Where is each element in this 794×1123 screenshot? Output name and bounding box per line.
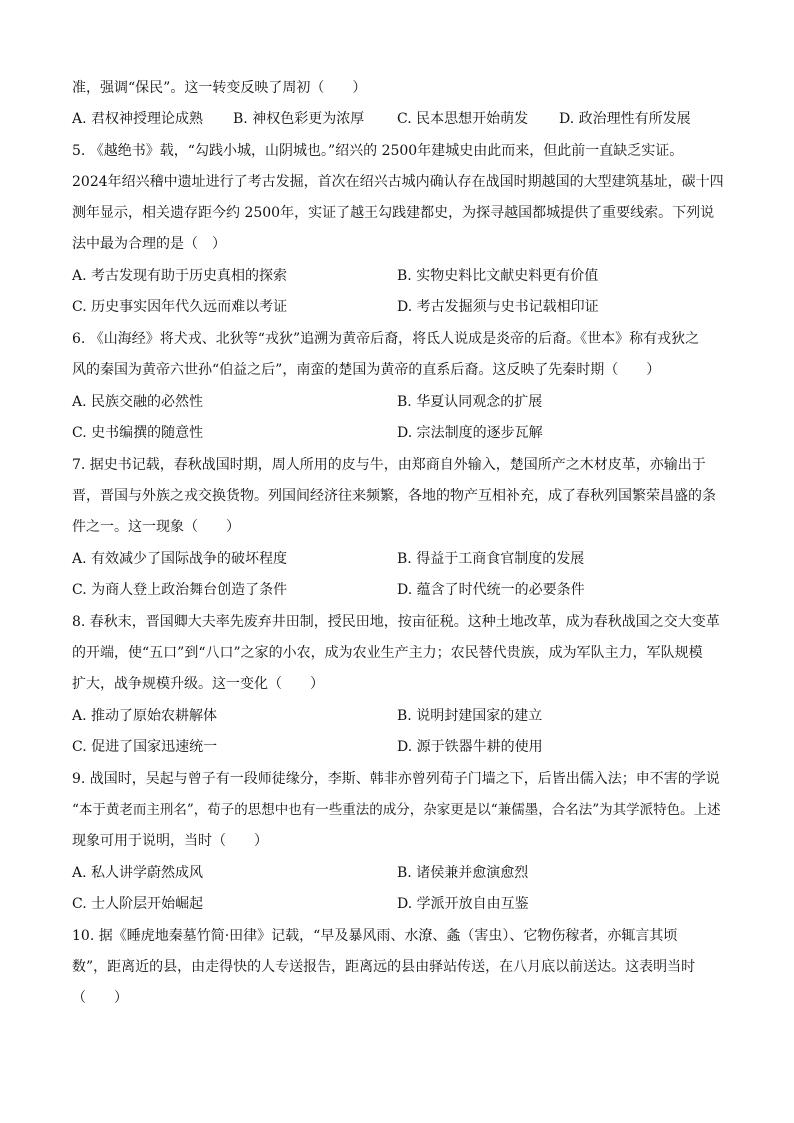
q6-option-a[interactable]: A. 民族交融的必然性 [72, 394, 204, 410]
q5-stem-line-4: 法中最为合理的是（ ） [72, 236, 226, 252]
q5-stem-line-2: 2024年绍兴稽中遗址进行了考古发掘，首次在绍兴古城内确认存在战国时期越国的大型建筑基址，碳十四 [72, 174, 724, 190]
q4-option-b[interactable]: B. 神权色彩更为浓厚 [233, 111, 365, 127]
q8-option-c[interactable]: C. 促进了国家迅速统一 [72, 739, 218, 755]
q9-stem-line-3: 现象可用于说明，当时（ ） [72, 833, 268, 849]
q5-option-a[interactable]: A. 考古发现有助于历史真相的探索 [72, 268, 288, 284]
q9-option-d[interactable]: D. 学派开放自由互鉴 [397, 896, 529, 912]
q5-stem-line-1: 5. 《越绝书》载，“勾践小城，山阴城也。”绍兴的 2500年建城史由此而来，但此前一直缺乏实证。 [72, 143, 684, 159]
q9-option-a[interactable]: A. 私人讲学蔚然成风 [72, 865, 204, 881]
q7-stem-line-2: 晋，晋国与外族之戎交换货物。列国间经济往来频繁，各地的物产互相补充，成了春秋列国繁荣昌盛的条 [72, 488, 716, 504]
q7-option-d[interactable]: D. 蕴含了时代统一的必要条件 [397, 582, 585, 598]
q8-stem-line-3: 扩大，战争规模升级。这一变化（ ） [72, 676, 324, 692]
q8-option-a[interactable]: A. 推动了原始农耕解体 [72, 708, 218, 724]
q4-option-d[interactable]: D. 政治理性有所发展 [559, 111, 691, 127]
q5-option-d[interactable]: D. 考古发掘须与史书记载相印证 [397, 299, 599, 315]
q9-option-b[interactable]: B. 诸侯兼并愈演愈烈 [397, 865, 529, 881]
q4-option-a[interactable]: A. 君权神授理论成熟 [72, 111, 204, 127]
q8-stem-line-2: 的开端，使“五口”到“八口”之家的小农，成为农业生产主力；农民替代贵族，成为军队主力，军队规模 [72, 645, 703, 661]
q6-option-b[interactable]: B. 华夏认同观念的扩展 [397, 394, 543, 410]
q7-stem-line-3: 件之一。这一现象（ ） [72, 519, 240, 535]
q6-option-c[interactable]: C. 史书编撰的随意性 [72, 425, 204, 441]
q7-option-c[interactable]: C. 为商人登上政治舞台创造了条件 [72, 582, 288, 598]
q9-option-c[interactable]: C. 士人阶层开始崛起 [72, 896, 204, 912]
q5-option-c[interactable]: C. 历史事实因年代久远而难以考证 [72, 299, 288, 315]
q7-option-a[interactable]: A. 有效减少了国际战争的破坏程度 [72, 551, 288, 567]
q10-stem-line-3: （ ） [72, 990, 128, 1006]
q5-stem-line-3: 测年显示，相关遗存距今约 2500年，实证了越王勾践建都史，为探寻越国都城提供了重要线索。下列说 [72, 205, 715, 221]
q6-stem-line-1: 6. 《山海经》将犬戎、北狄等“戎狄”追溯为黄帝后裔，将氐人说成是炎帝的后裔。《世本》称有戎狄之 [72, 331, 700, 347]
q9-stem-line-2: “本于黄老而主刑名”，荀子的思想中也有一些重法的成分，杂家更是以“兼儒墨，合名法”为其学派特色。上述 [72, 802, 721, 818]
q7-option-b[interactable]: B. 得益于工商食官制度的发展 [397, 551, 585, 567]
q7-stem-line-1: 7. 据史书记载，春秋战国时期，周人所用的皮与牛，由郑商自外输入，楚国所产之木材皮革，亦输出于 [72, 457, 706, 473]
q8-option-d[interactable]: D. 源于铁器牛耕的使用 [397, 739, 543, 755]
q4-option-c[interactable]: C. 民本思想开始萌发 [397, 111, 529, 127]
q5-option-b[interactable]: B. 实物史料比文献史料更有价值 [397, 268, 599, 284]
q6-option-d[interactable]: D. 宗法制度的逐步瓦解 [397, 425, 543, 441]
q10-stem-line-2: 数”，距离近的县，由走得快的人专送报告，距离远的县由驿站传送，在八月底以前送达。这表明当时 [72, 959, 696, 975]
q9-stem-line-1: 9. 战国时，吴起与曾子有一段师徒缘分，李斯、韩非亦曾列荀子门墙之下，后皆出儒入法；申不害的学说 [72, 771, 720, 787]
q6-stem-line-2: 风的秦国为黄帝六世孙“伯益之后”，南蛮的楚国为黄帝的直系后裔。这反映了先秦时期（ ） [72, 362, 661, 378]
q10-stem-line-1: 10. 据《睡虎地秦墓竹简·田律》记载，“早及暴风雨、水潦、螽（害虫）、它物伤稼者，亦辄言其顷 [72, 928, 678, 944]
q8-option-b[interactable]: B. 说明封建国家的建立 [397, 708, 543, 724]
q4-stem-tail: 准，强调“保民”。这一转变反映了周初（ ） [72, 80, 367, 96]
q8-stem-line-1: 8. 春秋末，晋国卿大夫率先废弃井田制，授民田地，按亩征税。这种土地改革，成为春秋战国之交大变革 [72, 614, 720, 630]
